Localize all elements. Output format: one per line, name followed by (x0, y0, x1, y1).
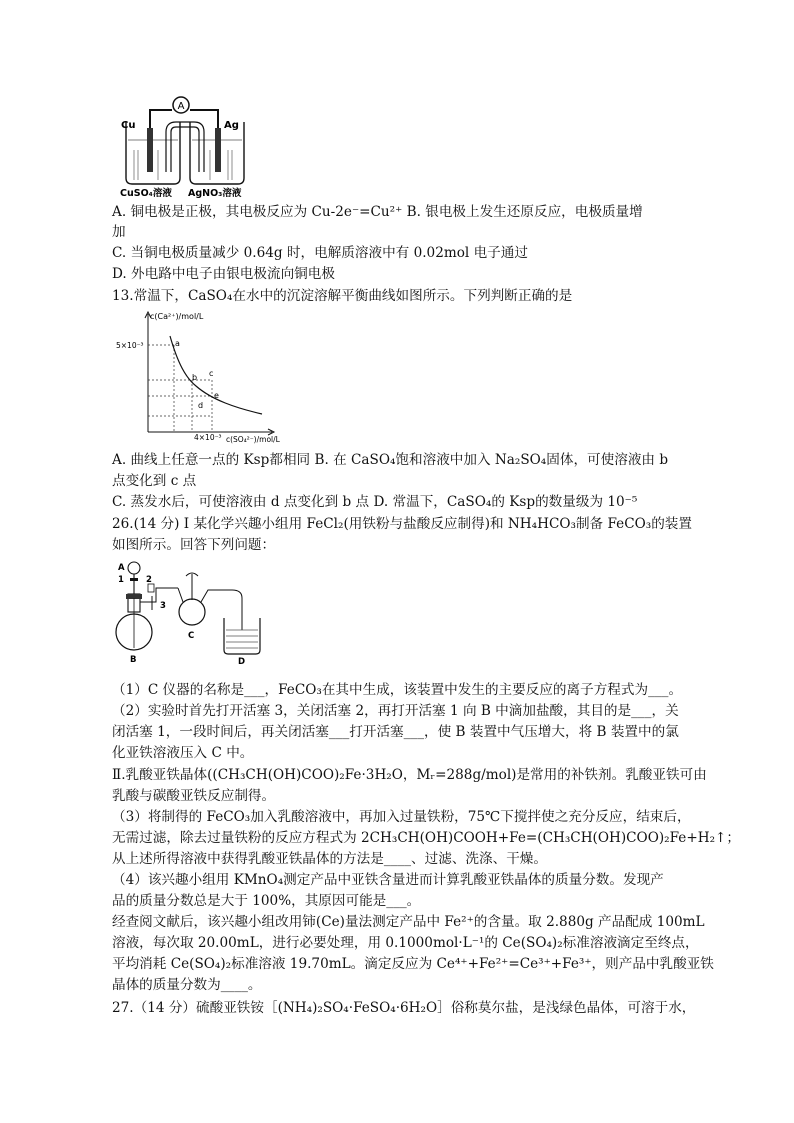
q13-option-cd: C. 蒸发水后，可使溶液由 d 点变化到 b 点 D. 常温下，CaSO₄的 Ksp的数量级为 10⁻⁵ (112, 494, 638, 510)
label-2: 2 (146, 575, 152, 585)
chart-point-a: a (175, 339, 180, 348)
q12-option-b-cont: 加 (112, 224, 126, 240)
x-tick-label: 4×10⁻³ (194, 433, 222, 442)
q13-option-b-cont: 点变化到 c 点 (112, 473, 197, 489)
x-axis-label: c(SO₄²⁻)/mol/L (226, 435, 280, 444)
q26-part4-l4: 溶液，每次取 20.00mL，进行必要处理，用 0.1000mol·L⁻¹的 Ce(SO₄)₂标准溶液滴定至终点， (112, 935, 699, 951)
cu-electrode-label: Cu (121, 120, 136, 131)
label-d: D (238, 657, 246, 664)
galvanic-cell-figure (118, 92, 258, 200)
label-b: B (130, 655, 137, 664)
solubility-curve (170, 336, 262, 414)
label-a: A (118, 563, 125, 573)
q27-stem: 27.（14 分）硫酸亚铁铵［(NH₄)₂SO₄·FeSO₄·6H₂O］俗称莫尔盐，是浅绿色晶体，可溶于水， (112, 1000, 696, 1016)
q26-part3-l3: 从上述所得溶液中获得乳酸亚铁晶体的方法是____、过滤、洗涤、干燥。 (112, 851, 547, 867)
q26-part4-l6: 晶体的质量分数为____。 (112, 977, 262, 993)
ag-electrode-label: Ag (224, 120, 239, 131)
q26-section2-l1: Ⅱ.乳酸亚铁晶体((CH₃CH(OH)COO)₂Fe·3H₂O，Mᵣ=288g/mol)是常用的补铁剂。乳酸亚铁可由 (112, 767, 707, 783)
q13-option-ab: A. 曲线上任意一点的 Ksp都相同 B. 在 CaSO₄饱和溶液中加入 Na₂SO₄固体，可使溶液由 b (112, 452, 669, 468)
q26-part2-l1: （2）实验时首先打开活塞 3，关闭活塞 2，再打开活塞 1 向 B 中滴加盐酸，其目的是___，关 (112, 703, 679, 719)
apparatus-figure (112, 558, 280, 664)
agno3-label: AgNO₃溶液 (188, 188, 242, 199)
q26-part4-l1: （4）该兴趣小组用 KMnO₄测定产品中亚铁含量进而计算乳酸亚铁晶体的质量分数。发现产 (112, 872, 664, 888)
q26-part4-l3: 经查阅文献后，该兴趣小组改用铈(Ce)量法测定产品中 Fe²⁺的含量。取 2.880g 产品配成 100mL (112, 914, 705, 930)
q12-option-d: D. 外电路中电子由银电极流向铜电极 (112, 266, 335, 282)
q26-part2-l2: 闭活塞 1，一段时间后，再关闭活塞___打开活塞___，使 B 装置中气压增大，将 B 装置中的氯 (112, 724, 679, 740)
q26-part1: （1）C 仪器的名称是___，FeCO₃在其中生成，该装置中发生的主要反应的离子方程式为___。 (112, 682, 683, 698)
label-1: 1 (118, 575, 124, 585)
q26-part3-l1: （3）将制得的 FeCO₃加入乳酸溶液中，再加入过量铁粉，75℃下搅拌使之充分反应，结束后， (112, 809, 691, 825)
cuso4-label: CuSO₄溶液 (120, 188, 172, 199)
q26-part4-l2: 品的质量分数总是大于 100%，其原因可能是___。 (112, 893, 421, 909)
q26-part4-l5: 平均消耗 Ce(SO₄)₂标准溶液 19.70mL。滴定反应为 Ce⁴⁺+Fe²⁺=Ce³⁺+Fe³⁺，则产品中乳酸亚铁 (112, 956, 714, 972)
chart-point-c: c (209, 369, 214, 378)
label-3: 3 (160, 601, 166, 611)
solubility-curve-chart (112, 308, 292, 446)
q26-stem-2: 如图所示。回答下列问题： (112, 537, 276, 553)
q12-option-c: C. 当铜电极质量减少 0.64g 时，电解质溶液中有 0.02mol 电子通过 (112, 245, 528, 261)
chart-point-b: b (192, 373, 198, 382)
q26-section2-l2: 乳酸与碳酸亚铁反应制得。 (112, 788, 276, 804)
chart-point-d: d (198, 401, 204, 410)
q26-part3-l2: 无需过滤，除去过量铁粉的反应方程式为 2CH₃CH(OH)COOH+Fe=(CH₃CH(OH)COO)₂Fe+H₂↑； (112, 830, 741, 846)
chart-point-e: e (214, 391, 219, 400)
q26-stem-1: 26.(14 分) I 某化学兴趣小组用 FeCl₂(用铁粉与盐酸反应制得)和 NH₄HCO₃制备 FeCO₃的装置 (112, 516, 692, 532)
y-axis-label: c(Ca²⁺)/mol/L (150, 312, 204, 321)
label-c: C (188, 631, 195, 641)
y-tick-label: 5×10⁻³ (116, 341, 144, 350)
ammeter-label: A (177, 101, 185, 112)
q26-part2-l3: 化亚铁溶液压入 C 中。 (112, 745, 254, 761)
q12-option-ab: A. 铜电极是正极，其电极反应为 Cu-2e⁻=Cu²⁺ B. 银电极上发生还原反应，电极质量增 (112, 204, 643, 220)
q13-stem: 13.常温下，CaSO₄在水中的沉淀溶解平衡曲线如图所示。下列判断正确的是 (112, 288, 573, 304)
